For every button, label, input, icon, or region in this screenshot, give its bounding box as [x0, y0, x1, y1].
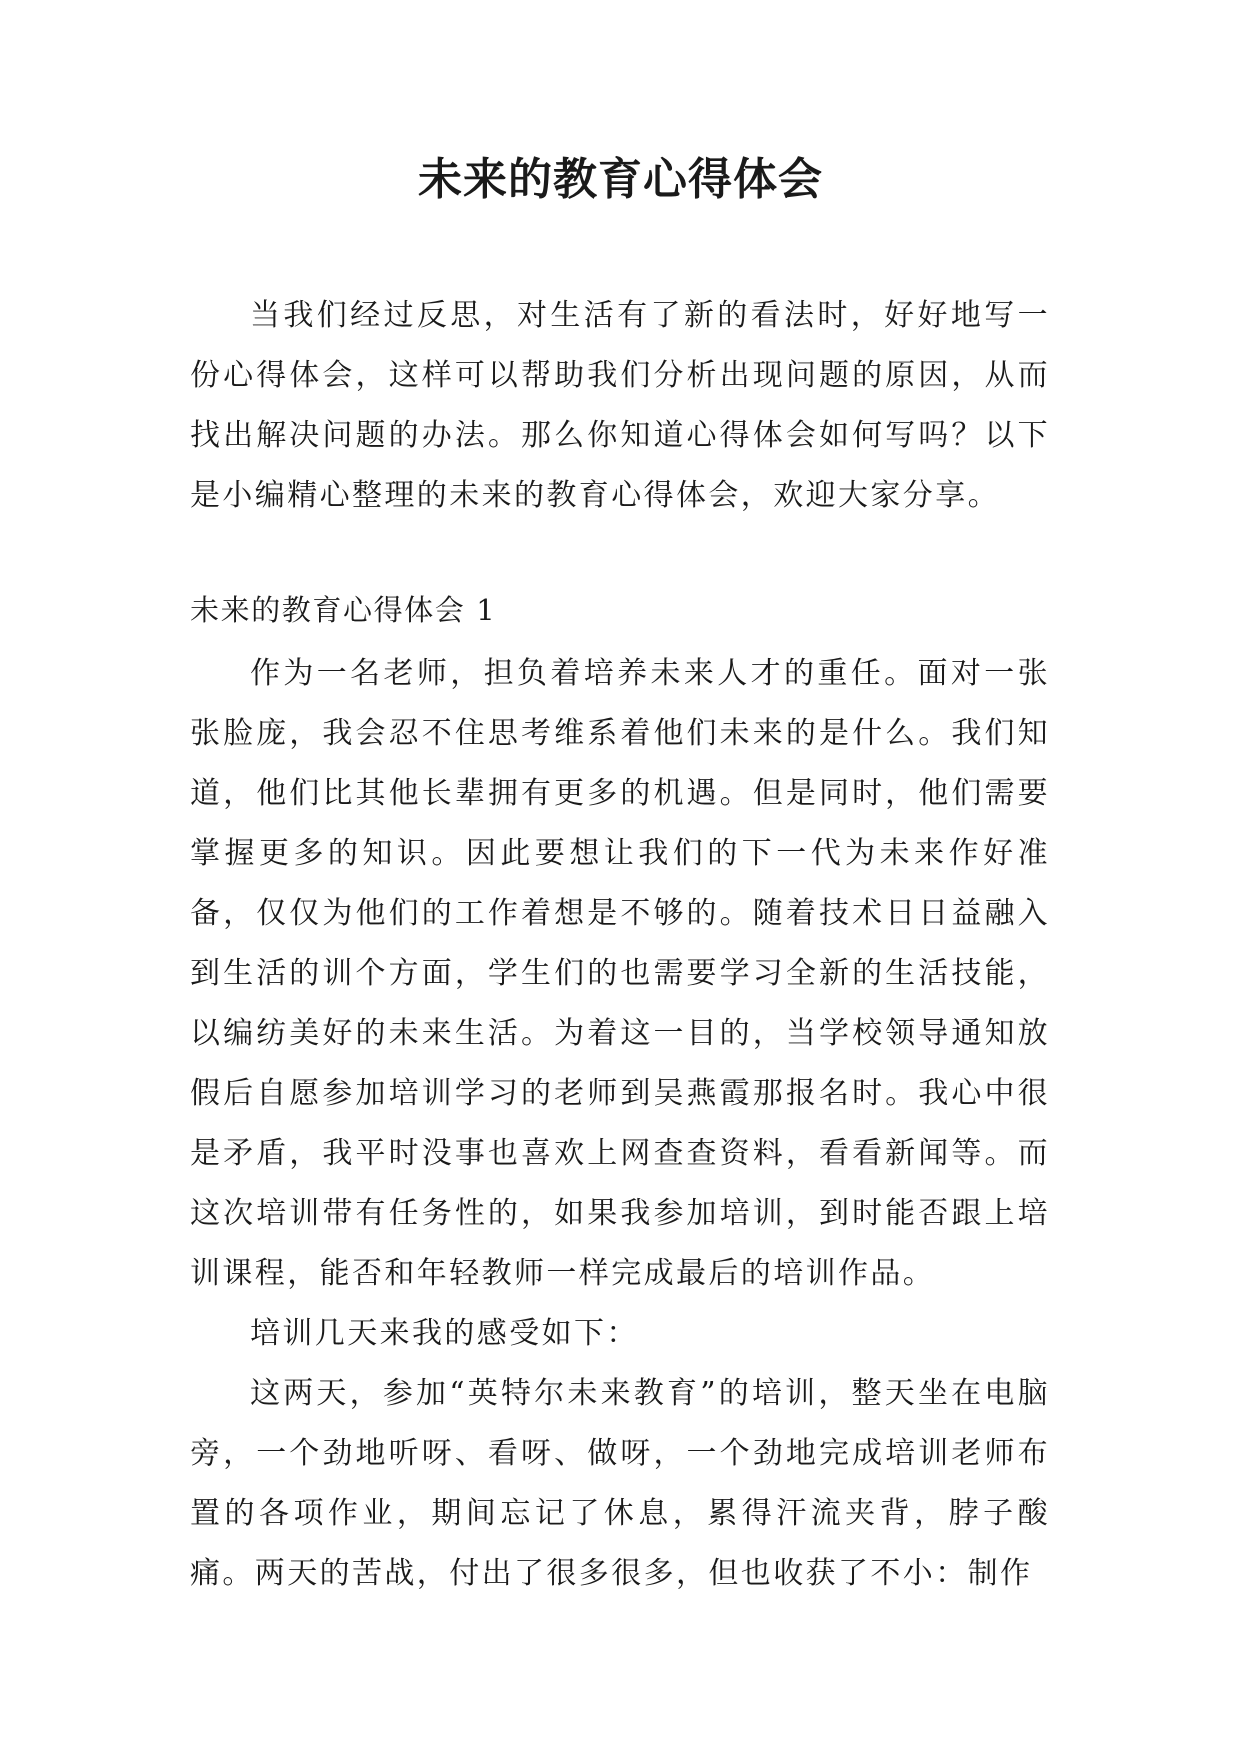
intro-block [190, 286, 1050, 526]
section-heading: 未来的教育心得体会 1 [190, 593, 497, 627]
section-paragraph: 作为一名老师，担负着培养未来人才的重任。面对一张张脸庞，我会忍不住思考维系着他们未来的是什么。我们知道，他们比其他长辈拥有更多的机遇。但是同时，他们需要掌握更多的知识。因此要想让我们的下一代为未来作好准备，仅仅为他们的工作着想是不够的。随着技术日日益融入到生活的训个方面，学生们的也需要学习全新的生活技能，以编纺美好的未来生活。为着这一目的，当学校领导通知放假后自愿参加培训学习的老师到吴燕霞那报名时。我心中很是矛盾，我平时没事也喜欢上网查查资料，看看新闻等。而这次培训带有任务性的，如果我参加培训，到时能否跟上培训课程，能否和年轻教师一样完成最后的培训作品。 [190, 656, 1050, 1291]
section-paragraph: 这两天，参加“英特尔未来教育”的培训，整天坐在电脑旁，一个劲地听呀、看呀、做呀，一个劲地完成培训老师布置的各项作业，期间忘记了休息，累得汗流夹背，脖子酸痛。两天的苦战，付出了很多很多，但也收获了不小：制作 [190, 1376, 1050, 1591]
document-title: 未来的教育心得体会 [418, 154, 823, 205]
section-1 [190, 580, 1050, 1604]
section-paragraph: 培训几天来我的感受如下： [250, 1316, 639, 1351]
intro-paragraph: 当我们经过反思，对生活有了新的看法时，好好地写一份心得体会，这样可以帮助我们分析出现问题的原因，从而找出解决问题的办法。那么你知道心得体会如何写吗？以下是小编精心整理的未来的教育心得体会，欢迎大家分享。 [190, 298, 1050, 513]
